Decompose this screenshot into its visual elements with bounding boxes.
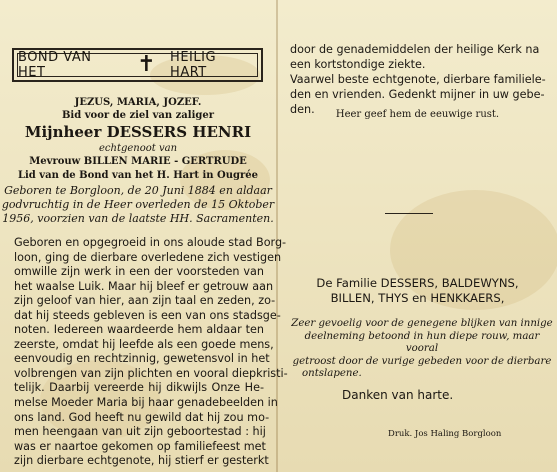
farewell-line: een kortstondige ziekte. xyxy=(290,58,426,71)
farewell-text xyxy=(290,42,550,117)
biography-line: dat hij steeds gebleven is een van ons stadsge- xyxy=(14,308,281,322)
deceased-name: Mijnheer DESSERS HENRI xyxy=(24,123,252,141)
farewell-line: den. xyxy=(290,103,315,116)
cross-icon: ✝ xyxy=(137,52,157,77)
gratitude-line: ontslapene. xyxy=(302,368,362,379)
right-panel xyxy=(278,0,557,472)
biography-text xyxy=(14,236,288,469)
farewell-line: den en vrienden. Gedenkt mijner in uw gebe- xyxy=(290,88,545,101)
biography-line: ons land. God heeft nu gewild dat hij zou mo- xyxy=(14,410,270,424)
biography-line: Geboren en opgegroeid in ons aloude stad Borg- xyxy=(14,236,287,249)
header-right-text: HEILIG HART xyxy=(170,50,217,80)
biography-line: zijn dierbare echtgenote, hij stierf er gesterkt xyxy=(14,454,269,468)
biography-line: loon, ging de dierbare overledene zich vestigen xyxy=(14,250,282,264)
biography-line: volbrengen van zijn plichten en vooral diepkristi- xyxy=(14,366,288,380)
biography-line: melse Moeder Maria bij haar genadebeelden in xyxy=(14,396,278,410)
family-names xyxy=(278,276,557,306)
dates-line: Geboren te Borgloon, de 20 Juni 1884 en aldaar xyxy=(4,184,272,197)
dates-line: godvruchtig in de Heer overleden de 15 Oktober xyxy=(1,198,275,211)
biography-line: men heengaan van uit zijn geboortestad : hij xyxy=(14,425,266,439)
biography-line: zijn geloof van hier, aan zijn taal en zeden, zo- xyxy=(14,294,276,308)
printer-credit: Druk. Jos Haling Borgloon xyxy=(388,429,502,439)
gratitude-line: Zeer gevoelig voor de genegene blijken van innige xyxy=(291,318,553,329)
biography-line: eenvoudig en rechtzinnig, gewetensvol in het xyxy=(14,352,270,366)
biography-line: omwille zijn werk in een der voorsteden van xyxy=(14,265,264,279)
biography-line: noten. Iedereen waardeerde hem aldaar ten xyxy=(14,323,264,337)
pray-for-line: Bid voor de ziel van zaliger xyxy=(61,110,214,121)
thanks-line: Danken van harte. xyxy=(342,388,454,402)
gratitude-line: getroost door de vurige gebeden voor de dierbare xyxy=(292,355,552,367)
gratitude-line: deelneming betoond in hun diepe rouw, maar vooral xyxy=(304,330,540,354)
biography-line: telijk. Daarbij vereerde hij dikwijls Onze He- xyxy=(14,381,264,395)
dates-line: 1956, voorzien van de laatste HH. Sacramenten. xyxy=(2,212,274,225)
farewell-line: Vaarwel beste echtgenote, dierbare familiele- xyxy=(290,73,546,86)
prayer-line: JEZUS, MARIA, JOZEF. xyxy=(74,97,202,108)
header-inner xyxy=(17,50,258,80)
biography-line: het waalse Luik. Maar hij bleef er getrouw aan xyxy=(14,279,274,293)
spouse-intro: echtgenoot van xyxy=(98,143,178,154)
eternal-rest-line: Heer geef hem de eeuwige rust. xyxy=(335,109,500,120)
header-box xyxy=(12,48,263,82)
membership-line: Lid van de Bond van het H. Hart in Ougrée xyxy=(17,170,259,181)
gratitude-text xyxy=(288,318,556,381)
family-line: BILLEN, THYS en HENKKAERS, xyxy=(330,291,505,305)
biography-line: was er naartoe gekomen op familiefeest met xyxy=(14,439,266,453)
divider xyxy=(385,213,433,214)
spouse-name: Mevrouw BILLEN MARIE - GERTRUDE xyxy=(29,156,247,167)
biography-line: zeerste, omdat hij leefde als een goede mens, xyxy=(14,337,274,351)
farewell-line: door de genademiddelen der heilige Kerk na xyxy=(290,43,540,56)
header-left-text: BOND VAN HET xyxy=(18,50,92,80)
family-line: De Familie DESSERS, BALDEWYNS, xyxy=(316,276,519,290)
